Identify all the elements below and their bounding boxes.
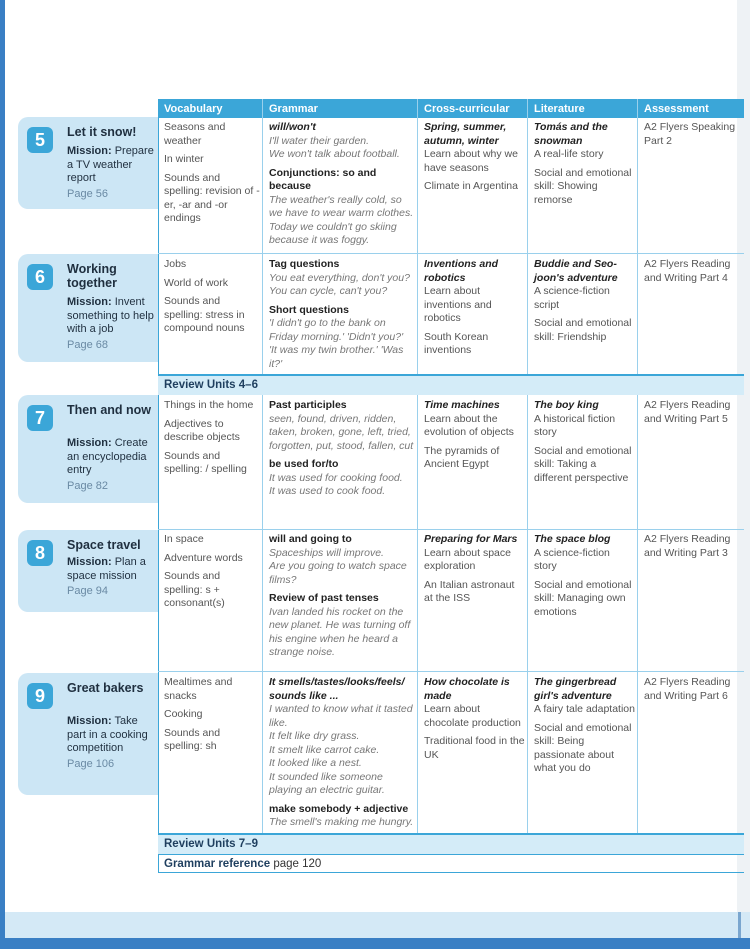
mission-label: Mission: (67, 437, 112, 449)
unit-9-vocabulary (164, 676, 260, 754)
vocab-item: Adjectives to describe objects (164, 417, 240, 443)
grammar-heading: Short questions (269, 303, 349, 316)
row-divider (158, 671, 744, 672)
grammar-example: The smell's making me hungry. (269, 816, 414, 828)
unit-8-assessment (644, 533, 740, 560)
grammar-heading: Review of past tenses (269, 592, 379, 604)
vocab-item: Seasons and weather (164, 121, 226, 147)
bottom-band (5, 912, 750, 938)
unit-5-box (18, 117, 158, 209)
cross-title: Time machines (424, 399, 500, 411)
grammar-example: The weather's really cold, so we have to wear warm clothes. (269, 193, 414, 219)
header-cross-curricular: Cross-curricular (418, 99, 527, 118)
unit-6-vocabulary (164, 258, 260, 336)
grammar-example: It was used for cooking food. (269, 471, 403, 484)
unit-number-badge: 6 (27, 264, 53, 290)
assessment-text: A2 Flyers Reading and Writing Part 5 (644, 399, 731, 425)
mission-label: Mission: (67, 556, 112, 568)
cross-title: Spring, summer, autumn, winter (424, 121, 507, 147)
cross-text: Learn about the evolution of objects (424, 412, 514, 438)
row-divider (158, 253, 744, 254)
unit-5-vocabulary (164, 121, 260, 226)
unit-title: Space travel (67, 538, 141, 552)
mission-label: Mission: (67, 145, 112, 157)
literature-text: A science-fiction script (534, 285, 610, 311)
grammar-example: Today we couldn't go skiing because it was foggy. (269, 220, 397, 246)
unit-5-literature (534, 121, 635, 207)
grammar-heading: will and going to (269, 533, 352, 545)
unit-7-box (18, 395, 158, 503)
grammar-example: It smelt like carrot cake. (269, 743, 380, 756)
mission-text: Prepare a TV weather report (67, 145, 154, 184)
grammar-example: You can cycle, can't you? (269, 285, 388, 297)
unit-8-cross-curricular (424, 533, 525, 606)
mission-label: Mission: (67, 296, 112, 308)
literature-title: The gingerbread girl's adventure (534, 676, 617, 702)
mission-label: Mission: (67, 715, 112, 727)
col-divider (262, 395, 263, 834)
cross-title: Inventions and robotics (424, 258, 499, 284)
literature-title: The space blog (534, 533, 611, 545)
grammar-example: It looked like a nest. (269, 757, 362, 769)
grammar-heading: make somebody + adjective (269, 802, 409, 815)
unit-page: Page 56 (67, 187, 108, 200)
unit-7-assessment (644, 399, 740, 426)
grammar-heading: be used for/to (269, 458, 339, 470)
cross-title: How chocolate is made (424, 676, 510, 702)
grammar-example: I'll water their garden. (269, 134, 370, 147)
grammar-reference-label: Grammar reference (164, 858, 271, 870)
vocab-item: World of work (164, 276, 228, 289)
unit-8-literature (534, 533, 635, 619)
grammar-example: Are you going to watch space films? (269, 560, 407, 586)
header-assessment: Assessment (638, 99, 744, 118)
vocab-item: Cooking (164, 708, 203, 720)
header-literature: Literature (528, 99, 637, 118)
unit-7-cross-curricular (424, 399, 525, 472)
literature-text: Social and emotional skill: Managing own emotions (534, 578, 632, 618)
grammar-heading: It smells/tastes/looks/feels/ sounds like ... (269, 676, 405, 702)
literature-text: Social and emotional skill: Friendship (534, 317, 632, 343)
vocab-item: In space (164, 533, 204, 545)
bottom-stripe (738, 912, 741, 938)
literature-title: The boy king (534, 399, 599, 411)
header-vocabulary: Vocabulary (158, 99, 262, 118)
unit-mission (67, 556, 159, 599)
header-grammar: Grammar (263, 99, 417, 118)
unit-page: Page 68 (67, 338, 108, 351)
literature-title: Buddie and Seo-joon's adventure (534, 258, 618, 284)
unit-6-assessment (644, 258, 740, 285)
unit-8-box (18, 530, 158, 612)
unit-number-badge: 9 (27, 683, 53, 709)
vocab-item: Adventure words (164, 551, 243, 564)
grammar-example: You eat everything, don't you? (269, 271, 410, 284)
unit-page: Page 94 (67, 585, 108, 597)
unit-6-grammar (269, 258, 415, 371)
table-border-bottom (158, 872, 744, 873)
assessment-text: A2 Flyers Reading and Writing Part 3 (644, 533, 731, 559)
assessment-text: A2 Flyers Reading and Writing Part 6 (644, 676, 731, 702)
unit-9-literature (534, 676, 635, 776)
cross-text: An Italian astronaut at the ISS (424, 578, 515, 604)
literature-text: Social and emotional skill: Being passionate about what you do (534, 721, 632, 774)
grammar-example: It sounded like someone playing an electric guitar. (269, 770, 385, 796)
grammar-example: It was used to cook food. (269, 485, 386, 497)
unit-8-grammar (269, 533, 415, 660)
cross-text: Learn about chocolate production (424, 703, 521, 729)
col-divider (417, 395, 418, 834)
unit-9-cross-curricular (424, 676, 525, 762)
col-divider (637, 395, 638, 834)
unit-title: Let it snow! (67, 125, 137, 139)
grammar-example: We won't talk about football. (269, 148, 400, 160)
unit-9-box (18, 673, 158, 795)
vocab-item: Mealtimes and snacks (164, 676, 233, 702)
vocab-item: In winter (164, 153, 204, 165)
vocab-item: Sounds and spelling: / spelling (164, 449, 247, 475)
vocab-item: Things in the home (164, 399, 254, 411)
vocab-item: Sounds and spelling: sh (164, 726, 221, 752)
mission-text: Create an encyclopedia entry (67, 437, 148, 476)
col-divider (637, 99, 638, 374)
unit-5-assessment (644, 121, 740, 148)
vocab-item: Sounds and spelling: revision of -er, -ar and -or endings (164, 171, 260, 224)
literature-text: A fairy tale adaptation (534, 703, 635, 715)
unit-7-literature (534, 399, 635, 485)
mission-text: Plan a space mission (67, 556, 146, 582)
row-divider (158, 529, 744, 530)
grammar-example: I wanted to know what it tasted like. (269, 703, 413, 729)
page-frame-bottom (0, 938, 750, 949)
unit-mission (67, 437, 159, 493)
cross-text: Traditional food in the UK (424, 735, 525, 761)
unit-5-cross-curricular (424, 121, 525, 194)
cross-text: Climate in Argentina (424, 180, 518, 192)
grammar-reference-page: page 120 (273, 858, 322, 870)
grammar-heading: will/won't (269, 121, 316, 133)
literature-text: A science-fiction story (534, 546, 610, 572)
literature-text: A real-life story (534, 148, 604, 160)
unit-number-badge: 8 (27, 540, 53, 566)
grammar-example: Ivan landed his rocket on the new planet. He was turning off his engine when he heard a strange noise. (269, 605, 411, 658)
literature-title: Tomás and the snowman (534, 121, 608, 147)
grammar-example: seen, found, driven, ridden, taken, broken, gone, left, tried, forgotten, put, stood, fallen, cut (269, 412, 414, 452)
unit-5-grammar (269, 121, 415, 248)
contents-table (158, 99, 744, 873)
col-divider (527, 395, 528, 834)
unit-7-grammar (269, 399, 415, 499)
literature-text: Social and emotional skill: Showing remorse (534, 166, 632, 206)
literature-text: Social and emotional skill: Taking a different perspective (534, 444, 632, 484)
unit-6-literature (534, 258, 635, 344)
unit-mission (67, 145, 159, 201)
vocab-item: Jobs (164, 258, 187, 270)
unit-6-cross-curricular (424, 258, 525, 358)
unit-mission (67, 715, 159, 771)
cross-text: Learn about why we have seasons (424, 148, 518, 174)
grammar-heading: Past participles (269, 399, 347, 411)
grammar-example: 'It was my twin brother.' 'Was it?' (269, 344, 404, 370)
unit-page: Page 82 (67, 479, 108, 492)
vocab-item: Sounds and spelling: stress in compound nouns (164, 295, 245, 334)
cross-text: South Korean inventions (424, 330, 489, 356)
unit-number-badge: 5 (27, 127, 53, 153)
grammar-heading: Conjunctions: so and because (269, 166, 377, 192)
col-divider (417, 99, 418, 374)
unit-title: Then and now (67, 403, 152, 417)
unit-number-badge: 7 (27, 405, 53, 431)
grammar-example: 'I didn't go to the bank on Friday morning.' 'Didn't you?' (269, 317, 404, 343)
review-units-7-9: Review Units 7–9 (158, 835, 744, 854)
grammar-example: Spaceships will improve. (269, 546, 384, 559)
page-frame-left (0, 0, 5, 949)
unit-7-vocabulary (164, 399, 260, 477)
unit-9-grammar (269, 676, 415, 830)
review-units-4-6: Review Units 4–6 (158, 376, 744, 395)
col-divider (262, 99, 263, 374)
assessment-text: A2 Flyers Speaking Part 2 (644, 121, 736, 147)
grammar-reference (164, 858, 321, 870)
grammar-example: It felt like dry grass. (269, 730, 360, 742)
grammar-heading: Tag questions (269, 258, 340, 270)
unit-8-vocabulary (164, 533, 260, 611)
literature-text: A historical fiction story (534, 412, 616, 438)
unit-mission (67, 296, 159, 352)
cross-text: Learn about inventions and robotics (424, 285, 492, 324)
col-divider (527, 99, 528, 374)
mission-text: Take part in a cooking competition (67, 715, 148, 754)
unit-page: Page 106 (67, 757, 115, 770)
unit-title: Working together (67, 262, 117, 290)
mission-text: Invent something to help with a job (67, 296, 154, 335)
unit-6-box (18, 254, 158, 362)
cross-text: The pyramids of Ancient Egypt (424, 444, 500, 470)
vocab-item: Sounds and spelling: s + consonant(s) (164, 570, 225, 609)
assessment-text: A2 Flyers Reading and Writing Part 4 (644, 258, 731, 284)
unit-title: Great bakers (67, 681, 144, 695)
cross-text: Learn about space exploration (424, 546, 511, 572)
cross-title: Preparing for Mars (424, 533, 518, 545)
unit-9-assessment (644, 676, 740, 703)
